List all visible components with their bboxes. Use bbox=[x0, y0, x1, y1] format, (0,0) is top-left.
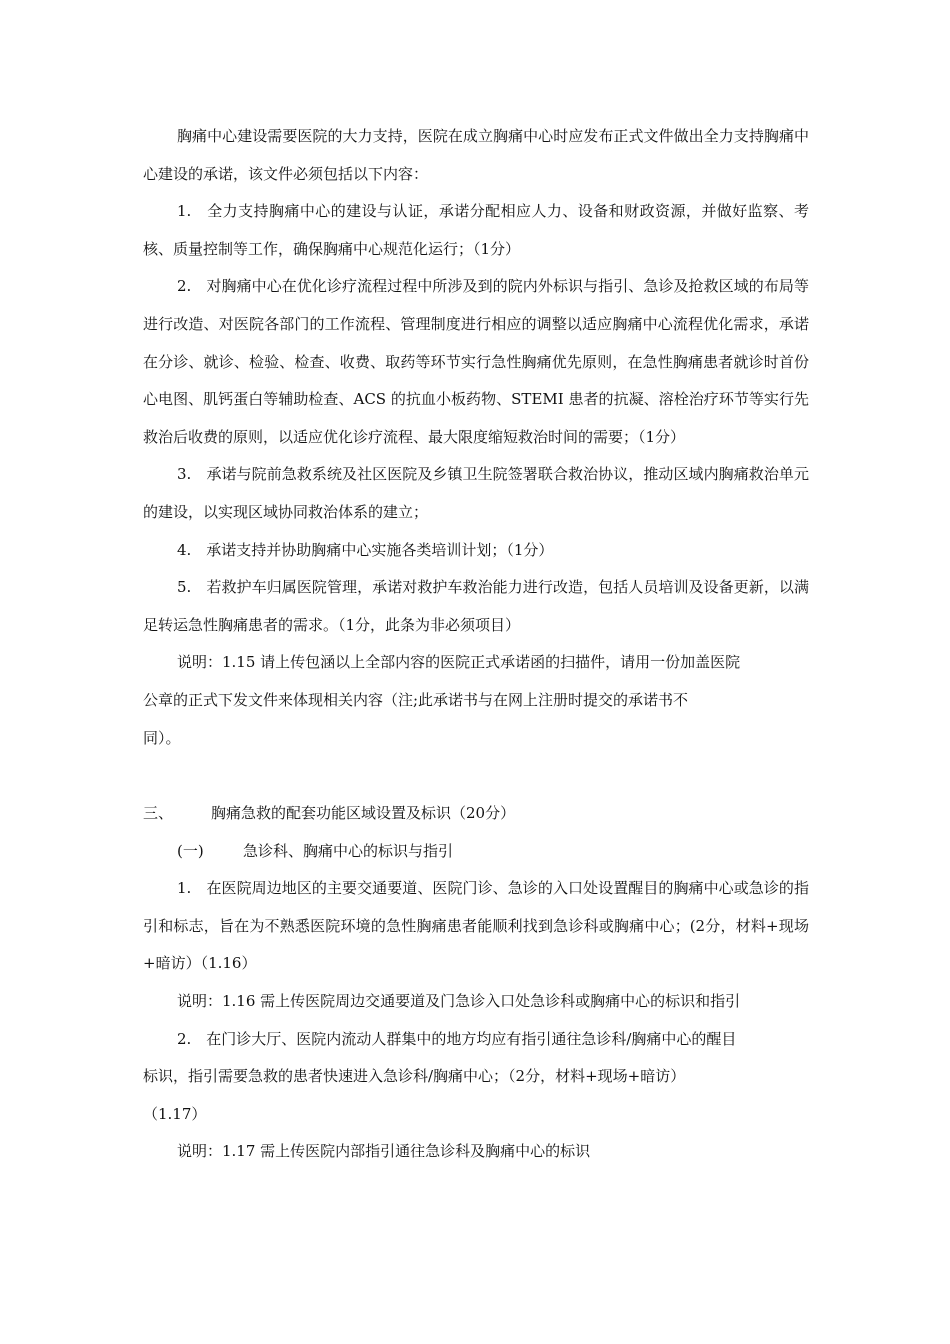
section-number: 三、 bbox=[143, 804, 174, 823]
section-heading bbox=[143, 795, 809, 833]
subsection-title: 急诊科、胸痛中心的标识与指引 bbox=[243, 841, 454, 860]
list-item: 4. 承诺支持并协助胸痛中心实施各类培训计划；（1分） bbox=[177, 540, 554, 559]
note-paragraph: 说明：1.16 需上传医院周边交通要道及门急诊入口处急诊科或胸痛中心的标识和指引 bbox=[177, 992, 741, 1011]
note-line: 公章的正式下发文件来体现相关内容（注;此承诺书与在网上注册时提交的承诺书不 bbox=[143, 690, 689, 709]
document-body bbox=[143, 118, 809, 1171]
list-item-line: 标识，指引需要急救的患者快速进入急诊科/胸痛中心；（2分，材料+现场+暗访） bbox=[143, 1067, 686, 1086]
intro-paragraph: 胸痛中心建设需要医院的大力支持，医院在成立胸痛中心时应发布正式文件做出全力支持胸痛中心建设的承诺，该文件必须包括以下内容： bbox=[143, 127, 809, 183]
list-item bbox=[143, 1021, 809, 1134]
note-paragraph: 说明：1.17 需上传医院内部指引通往急诊科及胸痛中心的标识 bbox=[177, 1142, 591, 1161]
section-title: 胸痛急救的配套功能区域设置及标识（20分） bbox=[211, 804, 516, 823]
note-line: 同）。 bbox=[143, 728, 181, 747]
list-item: 5. 若救护车归属医院管理，承诺对救护车救治能力进行改造，包括人员培训及设备更新，以满足转运急性胸痛患者的需求。（1分，此条为非必须项目） bbox=[143, 578, 809, 634]
list-item: 1. 在医院周边地区的主要交通要道、医院门诊、急诊的入口处设置醒目的胸痛中心或急诊的指引和标志，旨在为不熟悉医院环境的急性胸痛患者能顺利找到急诊科或胸痛中心；(2分，材料+现场+暗访）（1.16） bbox=[143, 879, 809, 973]
list-item-line: 2. 在门诊大厅、医院内流动人群集中的地方均应有指引通往急诊科/胸痛中心的醒目 bbox=[177, 1029, 737, 1048]
list-item-line: （1.17） bbox=[143, 1104, 207, 1123]
note-line: 说明：1.15 请上传包涵以上全部内容的医院正式承诺函的扫描件，请用一份加盖医院 bbox=[177, 653, 741, 672]
note-paragraph bbox=[143, 644, 809, 757]
list-item: 1. 全力支持胸痛中心的建设与认证，承诺分配相应人力、设备和财政资源，并做好监察、考核、质量控制等工作，确保胸痛中心规范化运行；（1分） bbox=[143, 202, 809, 258]
list-item: 3. 承诺与院前急救系统及社区医院及乡镇卫生院签署联合救治协议，推动区域内胸痛救治单元的建设，以实现区域协同救治体系的建立； bbox=[143, 465, 809, 521]
list-item: 2. 对胸痛中心在优化诊疗流程过程中所涉及到的院内外标识与指引、急诊及抢救区域的布局等进行改造、对医院各部门的工作流程、管理制度进行相应的调整以适应胸痛中心流程优化需求，承诺在分诊、就诊、检验、检查、收费、取药等环节实行急性胸痛优先原则，在急性胸痛患者就诊时首份心电图、肌钙蛋白等辅助检查、ACS 的抗血小板药物、STEMI 患者的抗凝、溶栓治疗环节等实行先救治后收费的原则，以适应优化诊疗流程、最大限度缩短救治时间的需要；（1分） bbox=[143, 277, 809, 446]
subsection-number: (一) bbox=[177, 841, 204, 860]
section-spacer bbox=[143, 757, 809, 795]
subsection-heading bbox=[143, 833, 809, 871]
